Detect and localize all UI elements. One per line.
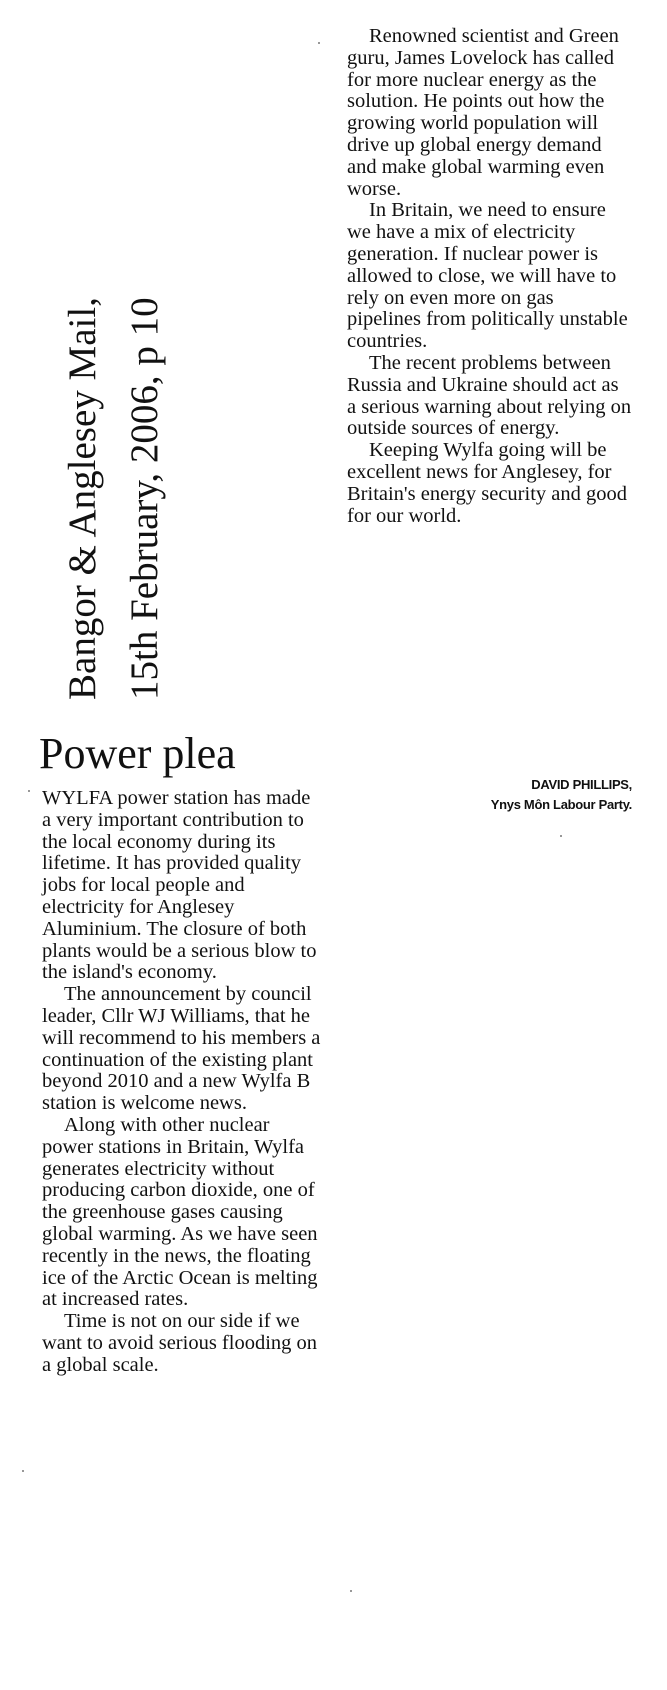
letter-signature xyxy=(347,775,632,815)
article-left-column xyxy=(42,788,324,1377)
article-paragraph: The announcement by council leader, Cllr WJ Williams, that he will recommend to his members a continuation of the existing plant beyond 2010 and a new Wylfa B station is welcome news. xyxy=(42,983,321,1115)
article-paragraph: WYLFA power station has made a very important contribution to the local economy during its lifetime. It has provided quality jobs for local people and electricity for Anglesey Aluminium. The closure of both plants would be a serious blow to the island's economy. xyxy=(42,787,317,984)
scan-speck xyxy=(560,835,562,837)
signature-name: DAVID PHILLIPS, xyxy=(531,777,632,792)
article-paragraph: Renowned scientist and Green guru, James Lovelock has called for more nuclear energy as the solution. He points out how the growing world population will drive up global energy demand and make global warming even worse. xyxy=(347,25,619,200)
article-paragraph: The recent problems between Russia and Ukraine should act as a serious warning about relying on outside sources of energy. xyxy=(347,351,632,440)
article-right-column xyxy=(347,26,632,527)
newspaper-source-caption xyxy=(52,140,202,700)
scan-speck xyxy=(22,1470,24,1472)
article-paragraph: In Britain, we need to ensure we have a mix of electricity generation. If nuclear power is allowed to close, we will have to rely on even more on gas pipelines from politically unstable countries. xyxy=(347,199,628,353)
article-headline: Power plea xyxy=(39,729,236,778)
scan-speck xyxy=(318,42,320,44)
signature-affiliation: Ynys Môn Labour Party. xyxy=(490,797,632,812)
article-paragraph: Keeping Wylfa going will be excellent news for Anglesey, for Britain's energy security and good for our world. xyxy=(347,439,628,527)
source-line-date-page: 15th February, 2006, p 10 xyxy=(123,297,166,700)
article-paragraph: Time is not on our side if we want to avoid serious flooding on a global scale. xyxy=(42,1310,318,1376)
source-line-publication: Bangor & Anglesey Mail, xyxy=(61,297,104,700)
article-paragraph: Along with other nuclear power stations in Britain, Wylfa generates electricity without producing carbon dioxide, one of the greenhouse gases causing global warming. As we have seen recently in the news, the floating ice of the Arctic Ocean is melting at increased rates. xyxy=(42,1113,318,1311)
scan-speck xyxy=(28,790,30,792)
scan-speck xyxy=(350,1590,352,1592)
